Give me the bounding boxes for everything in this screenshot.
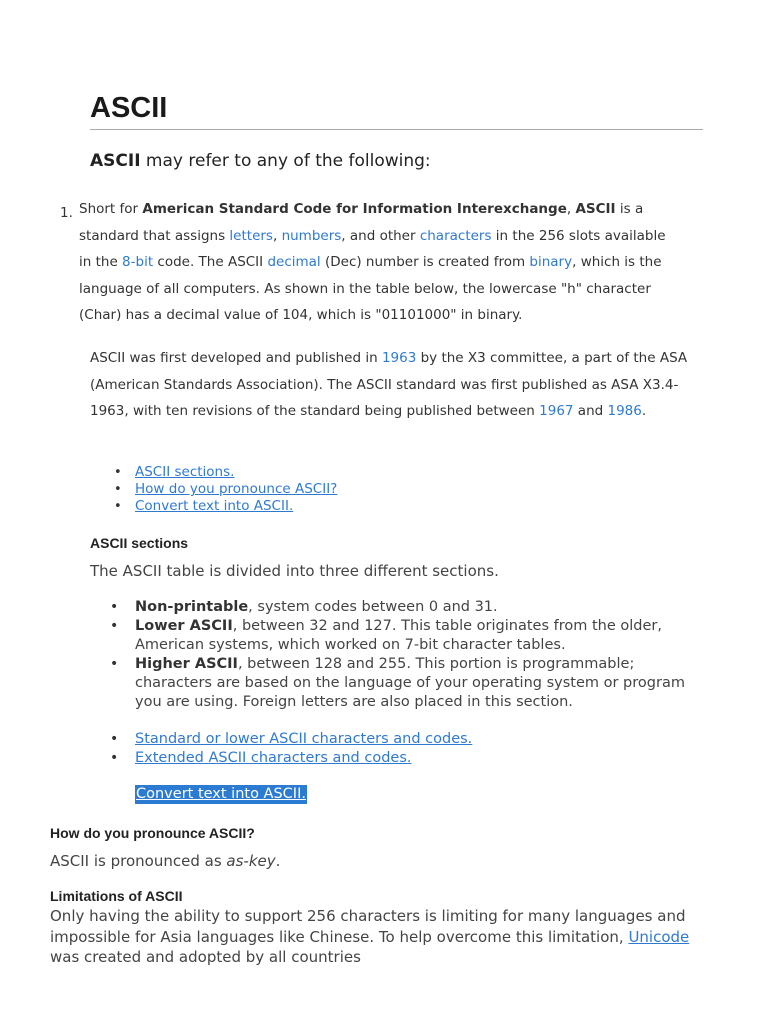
link-convert-text[interactable]: Convert text into ASCII. (135, 498, 294, 514)
link-decimal[interactable]: decimal (267, 254, 321, 270)
section-name: Higher ASCII (135, 656, 238, 672)
definition-bold: American Standard Code for Information Interexchange (142, 201, 567, 217)
bullet-icon: • (114, 499, 122, 514)
link-numbers[interactable]: numbers (281, 227, 342, 244)
page-subtitle (90, 151, 431, 171)
list-item (110, 617, 695, 655)
definition-text: , and other (341, 227, 420, 244)
list-item (114, 481, 338, 498)
bullet-icon: • (110, 618, 119, 634)
bullet-icon: • (114, 465, 122, 480)
bullet-icon: • (110, 731, 119, 747)
definition-text: , (566, 201, 576, 217)
link-pronounce[interactable]: How do you pronounce ASCII? (135, 481, 338, 497)
bullet-icon: • (110, 599, 119, 615)
section-name: Non-printable (135, 599, 249, 615)
link-standard-ascii[interactable]: Standard or lower ASCII characters and codes. (135, 731, 473, 747)
limitations-end: was created and adopted by all countries (50, 948, 361, 966)
bullet-icon: • (110, 749, 119, 766)
list-item (110, 655, 695, 712)
definition-text: in the 256 slots available in the (79, 227, 666, 270)
sections-heading: ASCII sections (90, 535, 189, 551)
history-text: and (573, 403, 608, 419)
section-name: Lower ASCII (135, 618, 233, 634)
subtitle-bold: ASCII (90, 151, 141, 171)
title-divider (90, 129, 703, 130)
pronounce-end: . (275, 852, 281, 870)
history-text: by the X3 committee, a part of the ASA (American Standards Association). The ASCII standard was first published as ASA X3.4-1963, with ten revisions of the standard being published between (90, 350, 688, 419)
pronounce-text (50, 852, 280, 870)
subtitle-text: may refer to any of the following: (140, 151, 431, 171)
history-text: ASCII was first developed and published in (90, 350, 382, 366)
sections-intro: The ASCII table is divided into three different sections. (90, 562, 499, 580)
link-1986[interactable]: 1986 (607, 403, 642, 419)
quick-links-list (90, 464, 337, 515)
sections-list (110, 598, 695, 712)
section-desc: , between 128 and 255. This portion is programmable; characters are based on the language of your operating system or program you are using. Foreign letters are also placed in this section. (135, 656, 685, 710)
list-item (110, 749, 472, 768)
link-extended-ascii[interactable]: Extended ASCII characters and codes. (135, 749, 412, 766)
link-letters[interactable]: letters (229, 227, 273, 244)
ascii-tables-links (110, 730, 473, 767)
limitations-body: Only having the ability to support 256 characters is limiting for many languages and impossible for Asia languages like Chinese. To help overcome this limitation, (50, 907, 686, 946)
limitations-text (50, 906, 710, 968)
link-1967[interactable]: 1967 (539, 403, 574, 419)
list-item (114, 498, 337, 515)
link-characters[interactable]: characters (419, 227, 492, 244)
pronounce-heading: How do you pronounce ASCII? (50, 825, 255, 841)
convert-text-link-selected[interactable]: Convert text into ASCII. (136, 786, 306, 802)
page-title: ASCII (90, 92, 168, 124)
bullet-icon: • (110, 656, 119, 672)
limitations-heading: Limitations of ASCII (50, 888, 183, 904)
list-item (110, 730, 473, 749)
definition-text: (Dec) number is created from (320, 254, 530, 270)
section-desc: , between 32 and 127. This table originates from the older, American systems, which worked on 7-bit character tables. (135, 618, 662, 653)
definition-text: is a standard that assigns (79, 201, 644, 244)
link-1963[interactable]: 1963 (381, 350, 417, 366)
pronounce-emphasis: as-key (226, 852, 276, 870)
definition-paragraph-body (79, 196, 679, 329)
definition-bold: ASCII (575, 201, 616, 217)
definition-text: , (272, 227, 282, 244)
bullet-icon: • (114, 482, 122, 497)
list-item (114, 464, 337, 481)
link-binary[interactable]: binary (529, 254, 573, 270)
definition-text: code. The ASCII (153, 254, 268, 270)
pronounce-body: ASCII is pronounced as (50, 852, 227, 870)
link-ascii-sections[interactable]: ASCII sections. (135, 464, 235, 480)
history-text: . (641, 403, 647, 419)
history-paragraph (90, 345, 690, 425)
list-item (110, 598, 695, 617)
definition-text: Short for (79, 201, 143, 217)
section-desc: , system codes between 0 and 31. (248, 599, 498, 615)
link-unicode[interactable]: Unicode (628, 927, 690, 946)
definition-text: , which is the language of all computers. As shown in the table below, the lowercase "h" character (Char) has a decimal value of 104, which is "01101000" in binary. (79, 254, 662, 323)
list-item-number: 1. (60, 205, 73, 221)
link-8bit[interactable]: 8-bit (122, 254, 154, 270)
